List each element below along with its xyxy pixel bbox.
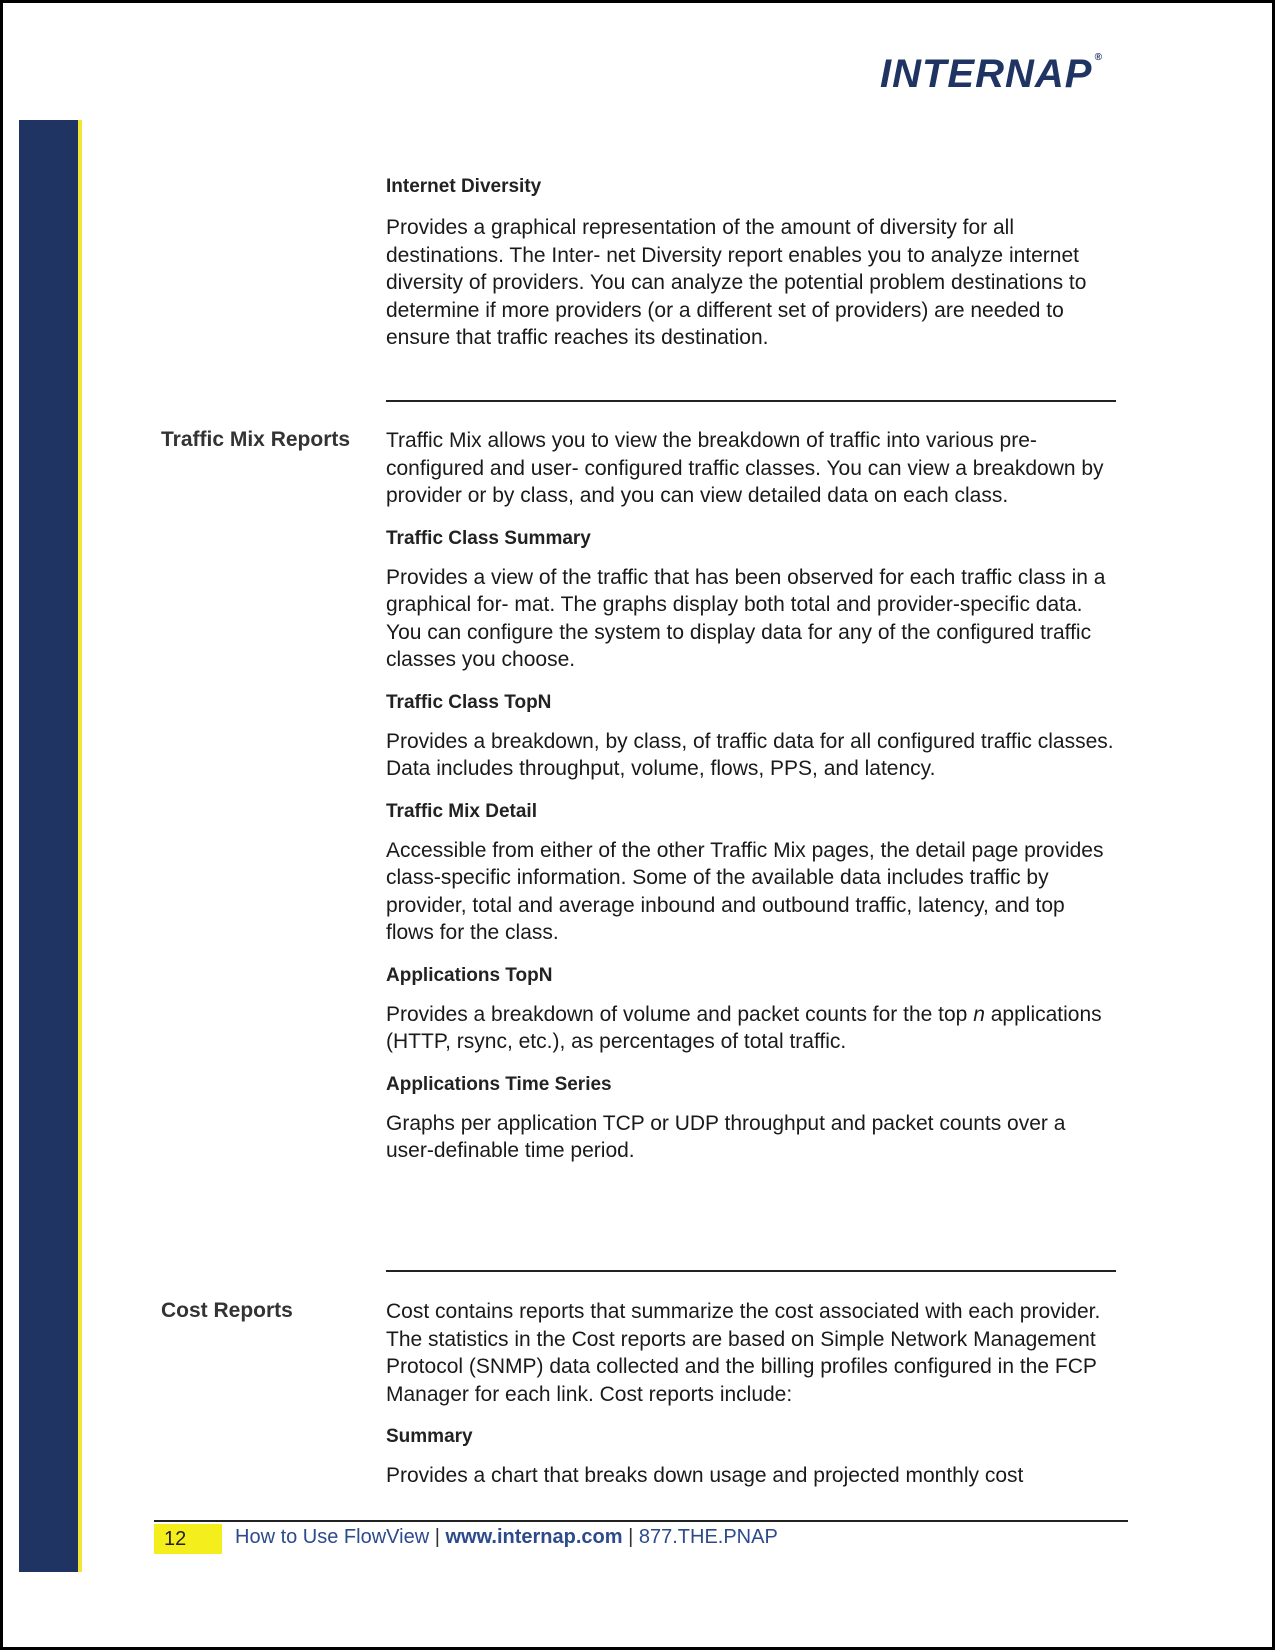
internap-logo: INTERNAP ® [880, 52, 1103, 96]
footer-info: How to Use FlowView | www.internap.com | 877.THE.PNAP [235, 1526, 778, 1548]
section-subtitle: Internet Diversity [386, 176, 542, 197]
traffic-mix-detail-title: Traffic Mix Detail [386, 800, 537, 822]
cost-summary-title: Summary [386, 1426, 473, 1447]
traffic-class-summary-body: Provides a view of the traffic that has been observed for each traffic class in a graphical for- mat. The graphs display both total and provider-specific data. You can configure the system to display data for any of the configured traffic classes you choose. [386, 565, 1106, 671]
footer-phone: 877.THE.PNAP [638, 1526, 778, 1548]
traffic-mix-intro: Traffic Mix allows you to view the breakdown of traffic into various pre-configured and user- configured traffic classes. You can view a breakdown by provider or by class, and you can view detailed data on each class. [386, 429, 1104, 507]
traffic-mix-heading: Traffic Mix Reports [161, 428, 351, 451]
cost-intro: Cost contains reports that summarize the cost associated with each provider. The statistics in the Cost reports are based on Simple Network Management Protocol (SNMP) data collected and the billing profiles configured in the FCP Manager for each link. Cost reports include: [386, 1300, 1101, 1406]
section-divider [386, 400, 1116, 402]
traffic-class-topn-body: Provides a breakdown, by class, of traffic data for all configured traffic classes. Data includes throughput, volume, flows, PPS, and latency. [386, 729, 1114, 780]
footer-divider [154, 1520, 1128, 1522]
page-number: 12 [154, 1524, 222, 1554]
cost-reports-section [386, 1298, 1118, 1490]
section-divider [386, 1270, 1116, 1272]
sidebar-band [19, 120, 78, 1572]
sidebar-accent-stripe [78, 120, 82, 1572]
traffic-class-summary-title: Traffic Class Summary [386, 527, 591, 549]
traffic-mix-section [386, 427, 1118, 1165]
applications-topn-title: Applications TopN [386, 964, 553, 986]
footer-doc-title: How to Use FlowView [235, 1526, 430, 1548]
cost-reports-heading: Cost Reports [161, 1299, 293, 1322]
traffic-class-topn-title: Traffic Class TopN [386, 691, 552, 713]
section-body: Provides a graphical representation of the amount of diversity for all destinations. The Inter- net Diversity report enables you to analyze internet diversity of providers. You can analyze the potential problem destinations to determine if more providers (or a different set of providers) are needed to ensure that traffic reaches its destination. [386, 216, 1087, 349]
footer-website-link[interactable]: www.internap.com [445, 1526, 623, 1548]
applications-time-series-body: Graphs per application TCP or UDP throughput and packet counts over a user-definable time period. [386, 1111, 1066, 1162]
applications-topn-body: Provides a breakdown of volume and packet counts for the top n applications (HTTP, rsync, etc.), as percentages of total traffic. [386, 1002, 1102, 1053]
applications-time-series-title: Applications Time Series [386, 1073, 612, 1095]
cost-summary-body: Provides a chart that breaks down usage and projected monthly cost [386, 1464, 1024, 1487]
internet-diversity-section [386, 176, 1118, 352]
traffic-mix-detail-body: Accessible from either of the other Traffic Mix pages, the detail page provides class-specific information. Some of the available data includes traffic by provider, total and average inbound and outbound traffic, latency, and top flows for the class. [386, 838, 1104, 944]
